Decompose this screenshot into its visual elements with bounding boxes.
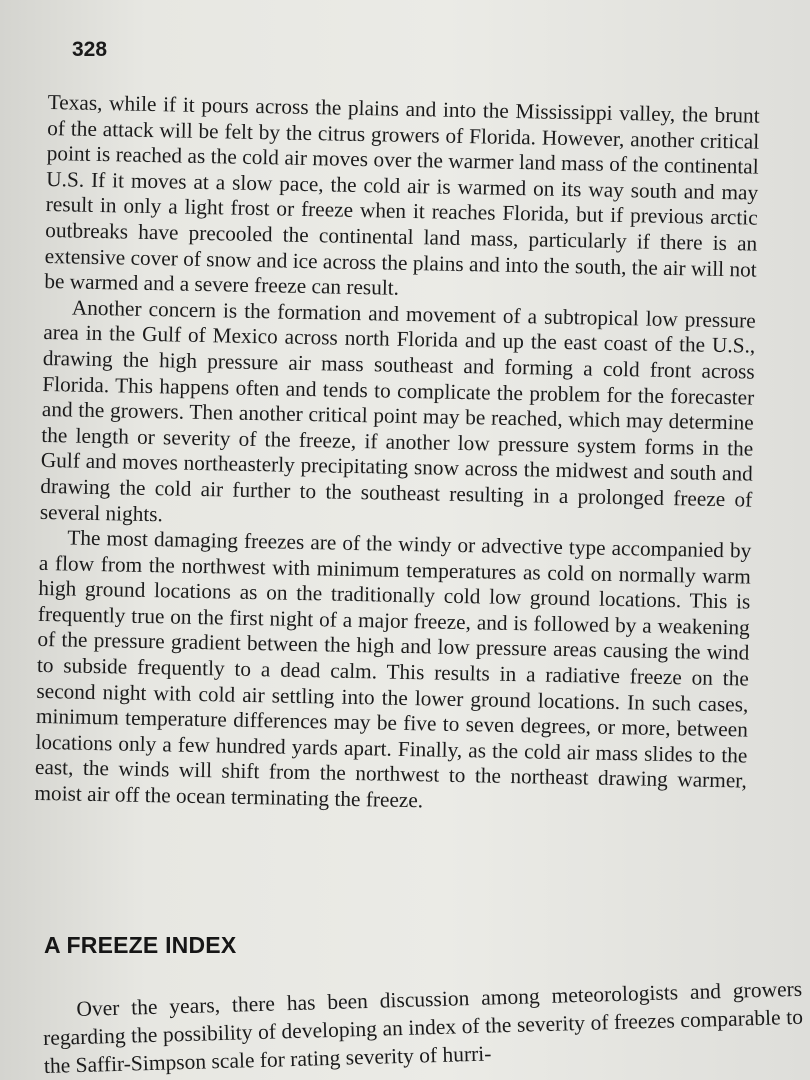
paragraph-3: The most damaging freezes are of the windy or advective type accompanied by a flow from the northwest with minimum temperatures as cold on normally warm high ground locations as on the traditionally cold low ground locations. This is frequently true on the first night of a major freeze, and is followed by a weakening of the pressure gradient between the high and low pressure areas causing the wind to subside frequently to a dead calm. This results in a radiative freeze on the second night with cold air settling into the lower ground locations. In such cases, minimum temperature differences may be five to seven degrees, or more, between locations only a few hundred yards apart. Finally, as the cold air mass slides to the east, the winds will shift from the northwest to the northeast drawing warmer, moist air off the ocean terminating the freeze.	[34, 525, 752, 813]
section-heading: A FREEZE INDEX	[44, 932, 237, 958]
body-text	[34, 90, 760, 820]
section-paragraph: Over the years, there has been discussion among meteorologists and growers regarding the possibility of developing an index of the severity of freezes comparable to the Saffir-Simpson scale for rating severity of hurri-	[42, 976, 804, 1078]
page-number: 328	[72, 38, 108, 61]
paragraph-2: Another concern is the formation and movement of a subtropical low pressure area in the Gulf of Mexico across north Florida and up the east coast of the U.S., drawing the high pressure air mass southeast and forming a cold front across Florida. This happens often and tends to complicate the problem for the forecaster and the growers. Then another critical point may be reached, which may determine the length or severity of the freeze, if another low pressure system forms in the Gulf and moves northeasterly precipitating snow across the midwest and south and drawing the cold air further to the southeast resulting in a prolonged freeze of several nights.	[39, 295, 756, 526]
paragraph-1: Texas, while if it pours across the plains and into the Mississippi valley, the brunt of the attack will be felt by the citrus growers of Florida. However, another critical point is reached as the cold air moves over the warmer land mass of the continental U.S. If it moves at a slow pace, the cold air is warmed on its way south and may result in only a light frost or freeze when it reaches Florida, but if previous arctic outbreaks have precooled the continental land mass, particularly if there is an extensive cover of snow and ice across the plains and into the south, the air will not be warmed and a severe freeze can result.	[44, 90, 760, 300]
section-text	[42, 975, 804, 1080]
